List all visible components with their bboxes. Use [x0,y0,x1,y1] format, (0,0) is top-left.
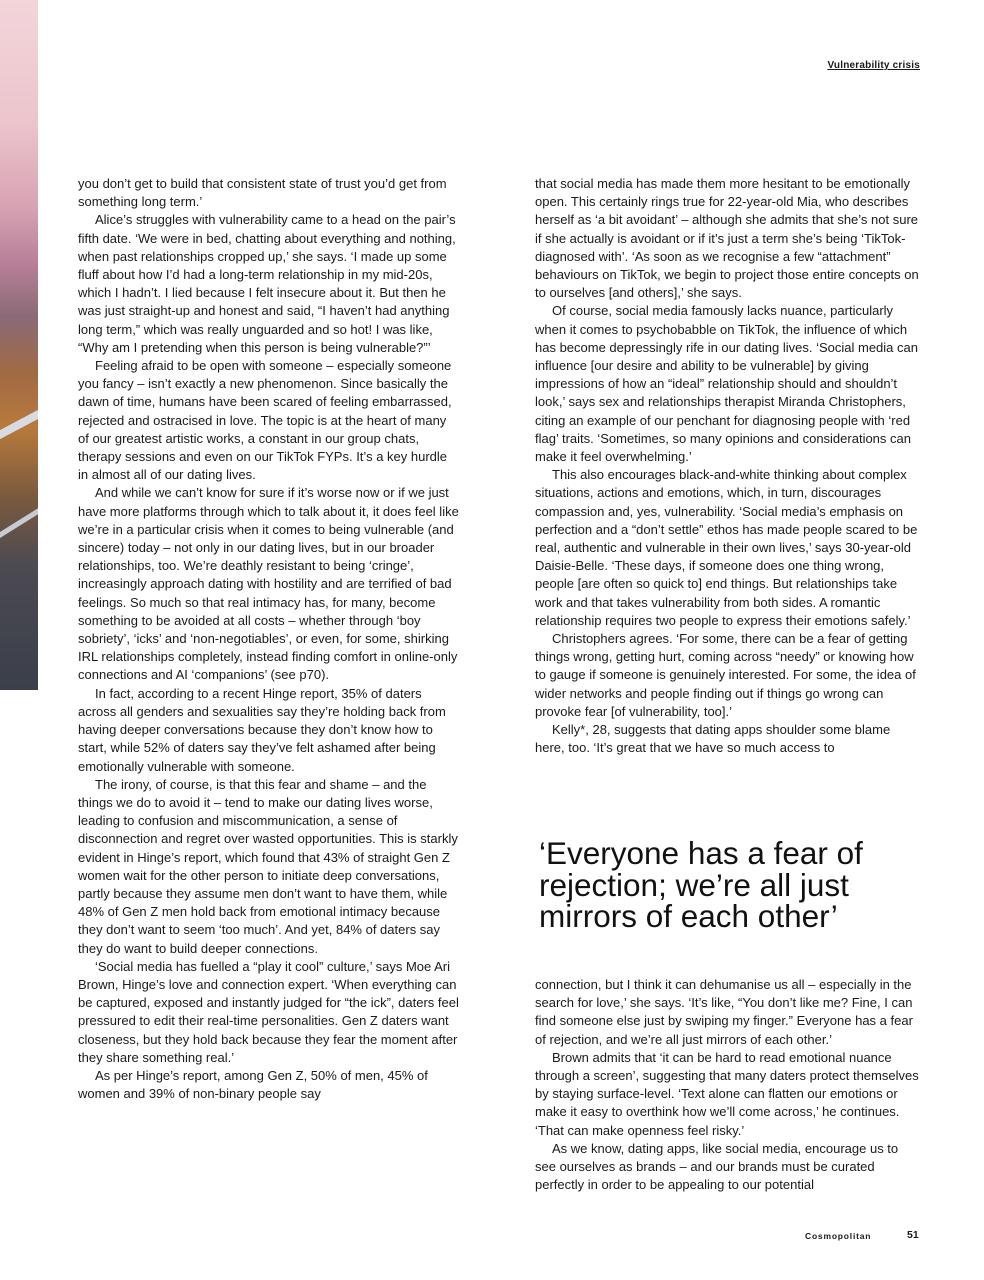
footer-magazine-name: Cosmopolitan [805,1231,872,1241]
right-column-top [535,175,919,758]
cover-photo-edge [0,0,38,690]
left-column [78,175,460,1103]
paragraph: you don’t get to build that consistent state of trust you’d get from something long term.’ [78,176,447,210]
paragraph: Christophers agrees. ‘For some, there can be a fear of getting things wrong, getting hurt, coming across “needy” or knowing how to gauge if someone is genuinely interested. For some, the idea of wider networks and people finding out if things go wrong can provoke fear [of vulnerability, too].’ [535,631,916,719]
paragraph: As per Hinge’s report, among Gen Z, 50% of men, 45% of women and 39% of non-binary people say [78,1067,428,1102]
paragraph: This also encourages black-and-white thinking about complex situations, actions and emotions, which, in turn, discourages compassion and, yes, vulnerability. ‘Social media’s emphasis on perfection and a “don’t settle” ethos has made people scared to be real, authentic and vulnerable in their own lives,’ says 30-year-old Daisie-Belle. ‘These days, if someone does one thing wrong, people [are often so quick to] end things. But relationships take work and that takes vulnerability from both sides. A romantic relationship requires two people to express their emotions safely.’ [535,467,918,628]
paragraph: And while we can’t know for sure if it’s worse now or if we just have more platforms through which to talk about it, it does feel like we’re in a particular crisis when it comes to being vulnerable (and sincere) today – not only in our dating lives, but in our broader relationships, too. We’re deathly resistant to being ‘cringe’, increasingly approach dating with hostility and are terrified of bad feelings. So much so that real intimacy has, for many, become something to be avoided at all costs – whether through ‘boy sobriety’, ‘icks’ and ‘non-negotiables’, or even, for some, shirking IRL relationships completely, instead finding comfort in online-only connections and AI ‘companions’ (see p70). [78,485,459,683]
paragraph: Feeling afraid to be open with someone – especially someone you fancy – isn’t exactly a new phenomenon. Since basically the dawn of time, humans have been scared of feeling embarrassed, rejected and ostracised in love. The topic is at the heart of many of our greatest artistic works, a constant in our group chats, therapy sessions and even on our TikTok FYPs. It’s a key hurdle in almost all of our dating lives. [78,358,452,483]
paragraph: Kelly*, 28, suggests that dating apps shoulder some blame here, too. ‘It’s great that we have so much access to [535,722,891,756]
paragraph: that social media has made them more hesitant to be emotionally open. This certainly rings true for 22-year-old Mia, who describes herself as ‘a bit avoidant’ – although she admits that she’s not sure if she actually is avoidant or if it’s just a term she’s being ‘TikTok-diagnosed with’. ‘As soon as we recognise a few “attachment” behaviours on TikTok, we begin to project those entire concepts on to ourselves [and others],’ she says. [535,176,919,301]
photo-road-detail [0,402,38,447]
paragraph: connection, but I think it can dehumanise us all – especially in the search for love,’ she says. ‘It’s like, “You don’t like me? Fine, I can find someone else just by swiping my finger.” Everyone has a fear of rejection, and we’re all just mirrors of each other.’ [535,977,913,1047]
pull-quote: ‘Everyone has a fear of rejection; we’re all just mirrors of each other’ [539,835,863,934]
paragraph: As we know, dating apps, like social media, encourage us to see ourselves as brands – and our brands must be curated perfectly in order to be appealing to our potential [535,1140,899,1193]
paragraph: Alice’s struggles with vulnerability came to a head on the pair’s fifth date. ‘We were in bed, chatting about everything and nothing, when past relationships cropped up,’ she says. ‘I made up some fluff about how I’d had a long-term relationship in my mid-20s, which I hadn’t. I lied because I felt insecure about it. But then he was just straight-up and honest and said, “I haven’t had anything long term,” which was really unguarded and so hot! I was like, “Why am I pretending when this person is being vulnerable?”’ [78,212,456,355]
paragraph: Brown admits that ‘it can be hard to read emotional nuance through a screen’, suggesting that many daters protect themselves by staying surface-level. ‘Text alone can flatten our emotions or make it easy to overthink how we’ll come across,’ he continues. ‘That can make openness feel risky.’ [535,1049,919,1138]
paragraph: The irony, of course, is that this fear and shame – and the things we do to avoid it – tend to make our dating lives worse, leading to confusion and miscommunication, a sense of disconnection and regret over wasted opportunities. This is starkly evident in Hinge’s report, which found that 43% of straight Gen Z women wait for the other person to initiate deep conversations, partly because they assume men don’t want to have them, while 48% of Gen Z men hold back from emotional intimacy because they don’t want to seem ‘too much’. And yet, 84% of daters say they do want to build deeper connections. [78,776,458,956]
section-label: Vulnerability crisis [827,60,920,71]
right-column-bottom [535,976,919,1194]
photo-road-detail [0,499,38,546]
paragraph: ‘Social media has fuelled a “play it cool” culture,’ says Moe Ari Brown, Hinge’s love and connection expert. ‘When everything can be captured, exposed and instantly judged for “the ick”, daters feel pressured to edit their real-time personalities. Gen Z daters want closeness, but they hold back because they fear the moment after they share something real.’ [78,958,459,1065]
paragraph: In fact, according to a recent Hinge report, 35% of daters across all genders and sexualities say they’re holding back from having deeper conversations because they don’t know how to start, while 52% of daters say they’ve felt ashamed after being emotionally vulnerable with someone. [78,685,446,774]
page-number: 51 [907,1229,919,1241]
paragraph: Of course, social media famously lacks nuance, particularly when it comes to psychobabble on TikTok, the influence of which has become depressingly rife in our dating lives. ‘Social media can influence [our desire and ability to be vulnerable] by giving impressions of how an “ideal” relationship should and shouldn’t look,’ says sex and relationships therapist Miranda Christophers, citing an example of our penchant for diagnosing people with ‘red flag’ traits. ‘Sometimes, so many opinions and considerations can make it feel overwhelming.’ [535,303,918,465]
